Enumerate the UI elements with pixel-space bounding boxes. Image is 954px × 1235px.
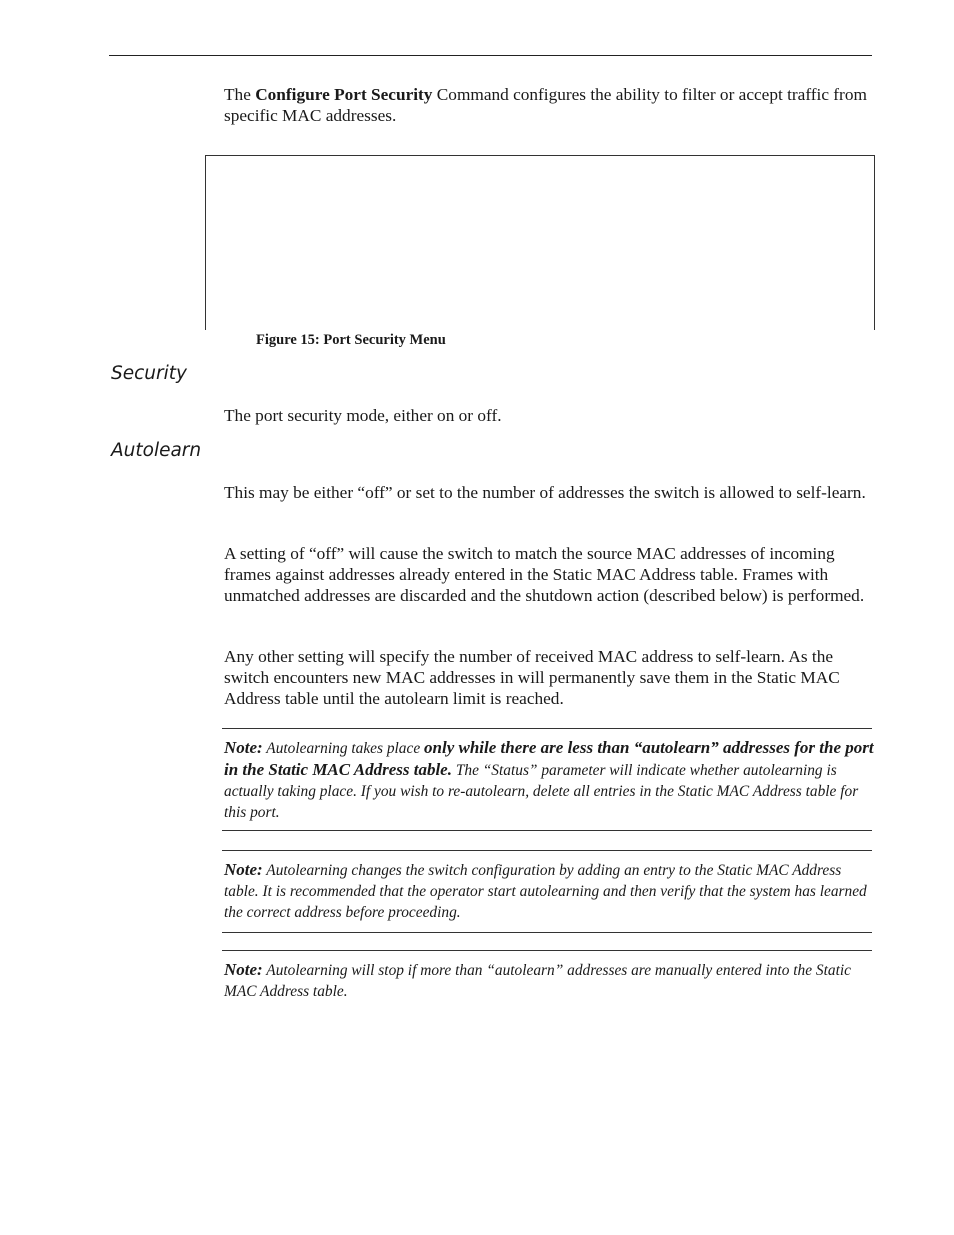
note-3-top-rule [222,950,872,951]
note-3: Note: Autolearning will stop if more than “autolearn” addresses are manually entered into the Static MAC Address table. [224,960,851,1000]
autolearn-paragraph-3: Any other setting will specify the number of received MAC address to self-learn. As the switch encounters new MAC addresses in will permanently save them in the Static MAC Address table until the autolearn limit is reached. [224,647,840,708]
note-2-label: Note: [224,860,263,879]
note-1-label: Note: [224,738,263,757]
note-2-bottom-rule [222,932,872,933]
figure-caption: Figure 15: Port Security Menu [256,332,446,348]
note-1-bottom-rule [222,830,872,831]
autolearn-heading: Autolearn [111,440,202,461]
figure-frame [205,155,875,330]
security-body: The port security mode, either on or off. [224,406,502,425]
command-name: Configure Port Security [255,85,433,104]
note-1-top-rule [222,728,872,729]
security-heading: Security [111,363,187,384]
note-2-top-rule [222,850,872,851]
note-3-label: Note: [224,960,263,979]
note-1: Note: Autolearning takes place only while there are less than “autolearn” addresses for the port in the Static MAC Address table. The “Status” parameter will indicate whether autolearning is actually taking place. If you wish to re-autolearn, delete all entries in the Static MAC Address table for this port. [224,738,874,821]
autolearn-paragraph-1: This may be either “off” or set to the number of addresses the switch is allowed to self-learn. [224,483,866,502]
header-rule [109,55,872,56]
note-2: Note: Autolearning changes the switch configuration by adding an entry to the Static MAC Address table. It is recommended that the operator start autolearning and then verify that the system has learned the correct address before proceeding. [224,860,867,921]
autolearn-paragraph-2: A setting of “off” will cause the switch to match the source MAC addresses of incoming frames against addresses already entered in the Static MAC Address table. Frames with unmatched addresses are discarded and the shutdown action (described below) is performed. [224,544,865,605]
intro-paragraph: The Configure Port Security Command configures the ability to filter or accept traffic from specific MAC addresses. [224,85,867,125]
